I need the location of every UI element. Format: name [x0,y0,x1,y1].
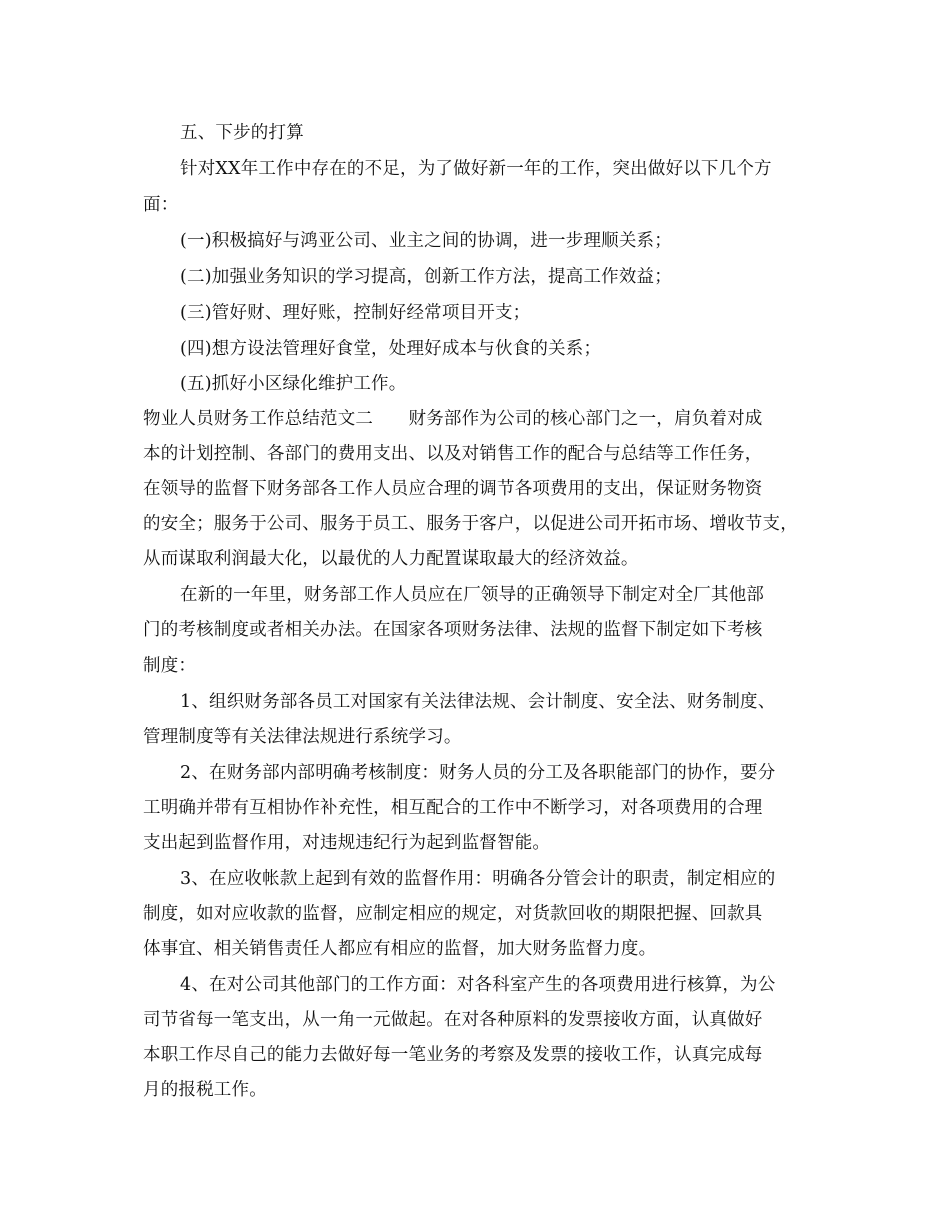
numbered-item: 3、在应收帐款上起到有效的监督作用：明确各分管会计的职责，制定相应的 [180,869,776,889]
numbered-item: 4、在对公司其他部门的工作方面：对各科室产生的各项费用进行核算，为公 [180,975,776,995]
paragraph-line: 月的报税工作。 [143,1080,267,1100]
paragraph-line: 门的考核制度或者相关办法。在国家各项财务法律、法规的监督下制定如下考核 [143,620,763,640]
paragraph-line: 在领导的监督下财务部各工作人员应合理的调节各项费用的支出，保证财务物资 [143,479,763,499]
paragraph-line: 工明确并带有互相协作补充性，相互配合的工作中不断学习，对各项费用的合理 [143,798,763,818]
paragraph-line: 体事宜、相关销售责任人都应有相应的监督，加大财务监督力度。 [143,939,657,959]
paragraph-line: 面： [143,195,179,215]
list-item: (二)加强业务知识的学习提高，创新工作方法，提高工作效益； [180,267,672,287]
paragraph-line: 司节省每一笔支出，从一角一元做起。在对各种原料的发票接收方面，认真做好 [143,1010,763,1030]
paragraph-line: 制度，如对应收款的监督，应制定相应的规定，对货款回收的期限把握、回款具 [143,904,763,924]
list-item: (三)管好财、理好账，控制好经常项目开支； [180,303,531,323]
paragraph-line: 在新的一年里，财务部工作人员应在厂领导的正确领导下制定对全厂其他部 [180,585,765,605]
paragraph-line: 的安全；服务于公司、服务于员工、服务于客户，以促进公司开拓市场、增收节支， [143,514,798,534]
article-title-line: 物业人员财务工作总结范文二 财务部作为公司的核心部门之一，肩负着对成 [143,409,763,429]
paragraph-line: 本的计划控制、各部门的费用支出、以及对销售工作的配合与总结等工作任务， [143,444,763,464]
list-item: (一)积极搞好与鸿亚公司、业主之间的协调，进一步理顺关系； [180,231,672,251]
paragraph-line: 制度： [143,656,197,676]
paragraph-line: 支出起到监督作用，对违规违纪行为起到监督智能。 [143,833,551,853]
paragraph-line: 从而谋取利润最大化，以最优的人力配置谋取最大的经济效益。 [143,549,639,569]
list-item: (五)抓好小区绿化维护工作。 [180,374,407,394]
numbered-item: 2、在财务部内部明确考核制度：财务人员的分工及各职能部门的协作，要分 [180,763,776,783]
numbered-item: 1、组织财务部各员工对国家有关法律法规、会计制度、安全法、财务制度、 [180,692,776,712]
paragraph-line: 管理制度等有关法律法规进行系统学习。 [143,727,462,747]
paragraph-line: 针对XX年工作中存在的不足，为了做好新一年的工作，突出做好以下几个方 [180,159,772,179]
list-item: (四)想方设法管理好食堂，处理好成本与伙食的关系； [180,339,602,359]
section-heading: 五、下步的打算 [180,123,304,143]
paragraph-line: 本职工作尽自己的能力去做好每一笔业务的考察及发票的接收工作，认真完成每 [143,1045,763,1065]
